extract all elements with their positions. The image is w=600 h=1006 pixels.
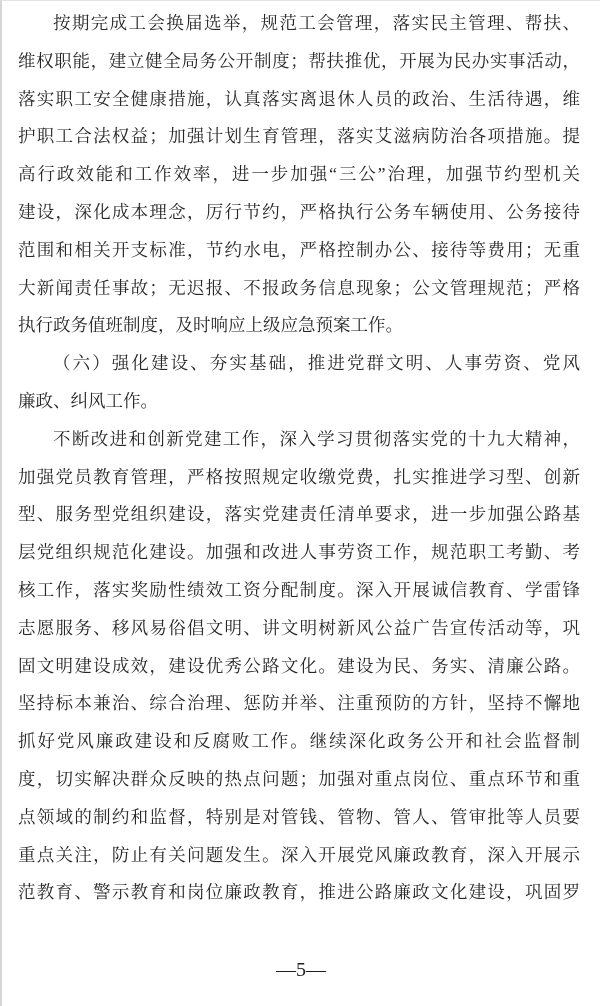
text-line: 落实职工安全健康措施，认真落实离退休人员的政治、生活待遇，维: [18, 88, 580, 109]
text-line: 核工作，落实奖励性绩效工资分配制度。深入开展诚信教育、学雷锋: [18, 579, 580, 600]
text-line: 维权职能，建立健全局务公开制度；帮扶推优，开展为民办实事活动，: [18, 50, 580, 71]
page-number: —5—: [276, 959, 326, 981]
text-line: 重点关注，防止有关问题发生。深入开展党风廉政教育，深入开展示: [18, 844, 580, 865]
document-body: [18, 5, 580, 912]
text-line: 范围和相关开支标准，节约水电，严格控制办公、接待等费用；无重: [18, 239, 580, 260]
text-line: 廉政、纠风工作。: [18, 390, 158, 411]
paragraph: [18, 421, 580, 912]
text-line: 抓好党风廉政建设和反腐败工作。继续深化政务公开和社会监督制: [18, 731, 580, 752]
page-footer: [2, 951, 600, 989]
text-line: 按期完成工会换届选举，规范工会管理，落实民主管理、帮扶、: [53, 13, 580, 33]
text-line: 度，切实解决群众反映的热点问题；加强对重点岗位、重点环节和重: [18, 768, 580, 789]
text-line: 建设，深化成本理念，厉行节约，严格执行公务车辆使用、公务接待: [18, 201, 580, 222]
text-line: 层党组织规范化建设。加强和改进人事劳资工作，规范职工考勤、考: [18, 542, 580, 563]
text-line: 加强党员教育管理，严格按照规定收缴党费，扎实推进学习型、创新: [18, 466, 580, 487]
text-line: 大新闻责任事故；无迟报、不报政务信息现象；公文管理规范；严格: [18, 277, 580, 298]
paragraph: [18, 5, 580, 345]
text-line: （六）强化建设、夯实基础，推进党群文明、人事劳资、党风: [53, 353, 580, 374]
text-line: 坚持标本兼治、综合治理、惩防并举、注重预防的方针，坚持不懈地: [18, 693, 580, 714]
text-line: 高行政效能和工作效率，进一步加强“三公”治理，加强节约型机关: [18, 164, 580, 185]
text-line: 范教育、警示教育和岗位廉政教育，推进公路廉政文化建设，巩固罗: [18, 882, 580, 903]
text-line: 型、服务型党组织建设，落实党建责任清单要求，进一步加强公路基: [18, 504, 580, 525]
text-line: 点领域的制约和监督，特别是对管钱、管物、管人、管审批等人员要: [18, 806, 580, 827]
text-line: 不断改进和创新党建工作，深入学习贯彻落实党的十九大精神，: [53, 428, 580, 449]
text-line: 志愿服务、移风易俗倡文明、讲文明树新风公益广告宣传活动等，巩: [18, 617, 580, 638]
text-line: 护职工合法权益；加强计划生育管理，落实艾滋病防治各项措施。提: [18, 126, 580, 147]
text-line: 执行政务值班制度，及时响应上级应急预案工作。: [18, 315, 403, 336]
paragraph: [18, 345, 580, 421]
text-line: 固文明建设成效，建设优秀公路文化。建设为民、务实、清廉公路。: [18, 655, 580, 676]
